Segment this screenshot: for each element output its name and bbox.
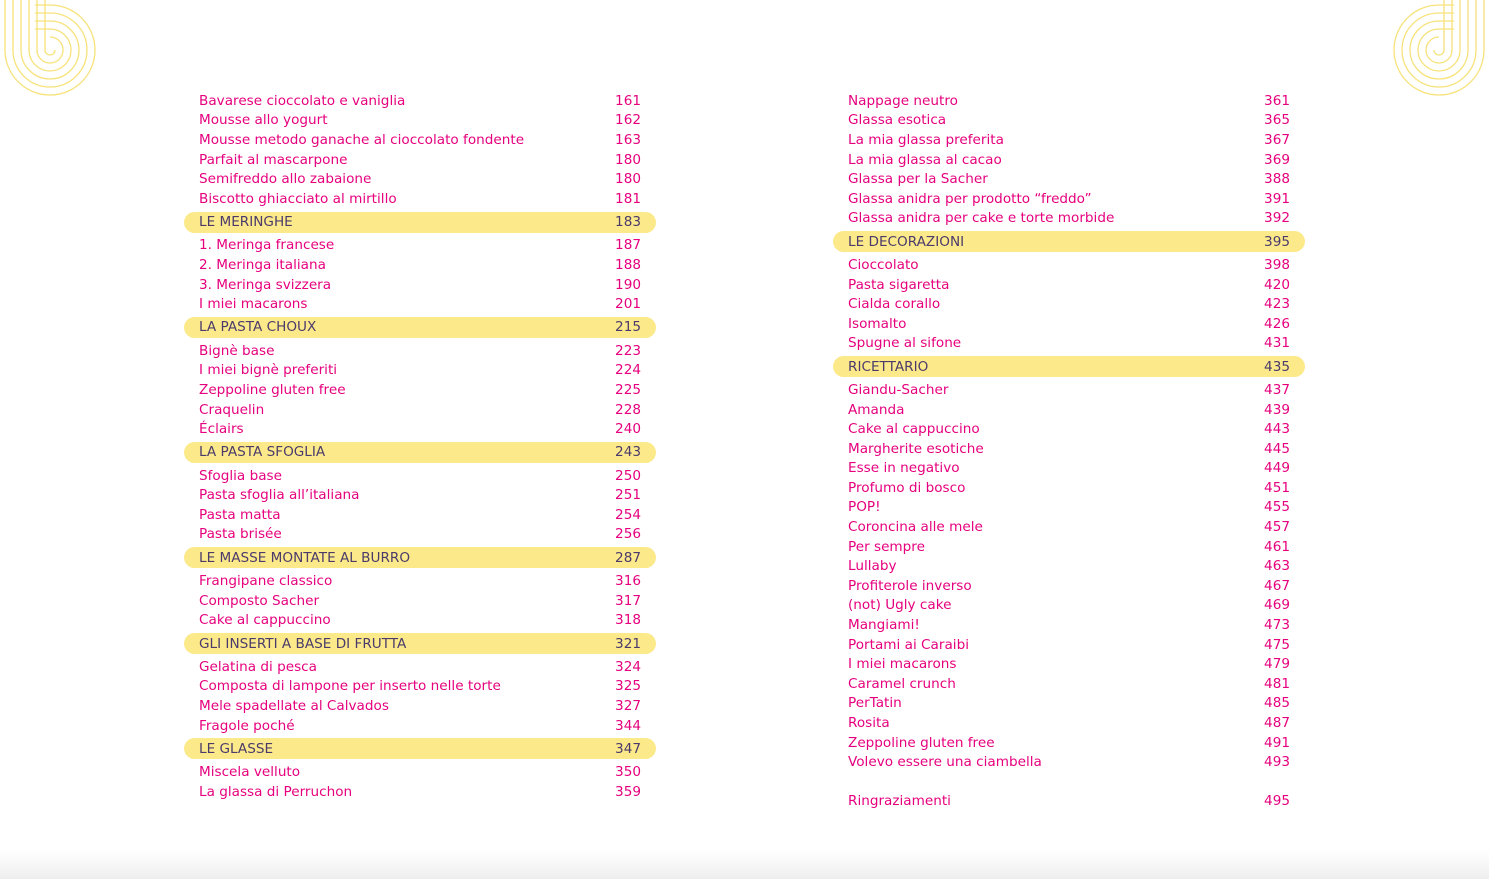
toc-entry[interactable] — [184, 716, 656, 736]
entry-title: Profumo di bosco — [848, 479, 966, 496]
toc-entry[interactable] — [184, 380, 656, 400]
toc-entry[interactable] — [833, 792, 1305, 812]
toc-entry[interactable] — [833, 150, 1305, 170]
page-number: 495 — [1264, 793, 1290, 810]
entry-title: Mousse allo yogurt — [199, 112, 328, 129]
page-number: 481 — [1264, 675, 1290, 692]
page-number: 455 — [1264, 499, 1290, 516]
page-number: 431 — [1264, 335, 1290, 352]
page-number: 161 — [615, 92, 641, 109]
toc-entry[interactable] — [833, 130, 1305, 150]
toc-entry[interactable] — [833, 169, 1305, 189]
toc-entry[interactable] — [184, 657, 656, 677]
page-number: 321 — [615, 635, 641, 652]
entry-title: 2. Meringa italiana — [199, 256, 326, 273]
page-number: 391 — [1264, 190, 1290, 207]
page-number: 449 — [1264, 460, 1290, 477]
page-number: 451 — [1264, 479, 1290, 496]
toc-entry[interactable] — [833, 209, 1305, 229]
entry-title: Rosita — [848, 715, 890, 732]
corner-ornament-left-icon — [0, 0, 110, 110]
page-number: 318 — [615, 612, 641, 629]
toc-entry[interactable] — [833, 596, 1305, 616]
page-number: 423 — [1264, 296, 1290, 313]
toc-section-heading[interactable] — [184, 442, 656, 463]
toc-entry[interactable] — [833, 478, 1305, 498]
page-number: 445 — [1264, 440, 1290, 457]
page-number: 215 — [615, 319, 641, 336]
entry-title: Giandu-Sacher — [848, 381, 949, 398]
entry-title: Éclairs — [199, 421, 244, 438]
toc-entry[interactable] — [833, 635, 1305, 655]
entry-title: Glassa esotica — [848, 112, 947, 129]
page-number: 361 — [1264, 92, 1290, 109]
toc-entry[interactable] — [833, 294, 1305, 314]
toc-entry[interactable] — [184, 696, 656, 716]
toc-entry[interactable] — [833, 654, 1305, 674]
toc-entry[interactable] — [184, 150, 656, 170]
page-number: 426 — [1264, 315, 1290, 332]
entry-title: Composto Sacher — [199, 592, 320, 609]
toc-entry[interactable] — [833, 314, 1305, 334]
page-number: 287 — [615, 549, 641, 566]
entry-title: Bavarese cioccolato e vaniglia — [199, 92, 406, 109]
page-number: 190 — [615, 276, 641, 293]
entry-title: I miei macarons — [199, 296, 308, 313]
page-number: 225 — [615, 381, 641, 398]
toc-entry[interactable] — [833, 419, 1305, 439]
section-title: LE MERINGHE — [199, 214, 293, 231]
toc-entry[interactable] — [833, 439, 1305, 459]
entry-title: Glassa anidra per cake e torte morbide — [848, 210, 1115, 227]
toc-entry[interactable] — [833, 91, 1305, 111]
page-number: 395 — [1264, 233, 1290, 250]
page-number: 475 — [1264, 636, 1290, 653]
toc-entry[interactable] — [184, 466, 656, 486]
page-number: 463 — [1264, 558, 1290, 575]
section-title: LA PASTA CHOUX — [199, 319, 317, 336]
page-number: 439 — [1264, 401, 1290, 418]
entry-title: La mia glassa al cacao — [848, 151, 1002, 168]
toc-entry[interactable] — [833, 189, 1305, 209]
page-number: 180 — [615, 171, 641, 188]
toc-entry[interactable] — [833, 380, 1305, 400]
toc-entry[interactable] — [184, 486, 656, 506]
page-number: 325 — [615, 678, 641, 695]
entry-title: Isomalto — [848, 315, 907, 332]
entry-title: Bignè base — [199, 342, 275, 359]
toc-right-column — [833, 91, 1305, 811]
section-title: LA PASTA SFOGLIA — [199, 444, 326, 461]
toc-entry[interactable] — [184, 294, 656, 314]
entry-title: Coroncina alle mele — [848, 519, 983, 536]
toc-entry[interactable] — [184, 610, 656, 630]
toc-entry[interactable] — [833, 400, 1305, 420]
toc-entry[interactable] — [184, 419, 656, 439]
toc-entry[interactable] — [833, 752, 1305, 772]
page-number: 254 — [615, 506, 641, 523]
page-number: 344 — [615, 717, 641, 734]
page-number: 369 — [1264, 151, 1290, 168]
page-number: 250 — [615, 467, 641, 484]
entry-title: Zeppoline gluten free — [199, 381, 346, 398]
page-number: 367 — [1264, 131, 1290, 148]
page-number: 365 — [1264, 112, 1290, 129]
page-number: 435 — [1264, 358, 1290, 375]
entry-title: 3. Meringa svizzera — [199, 276, 332, 293]
page-number: 163 — [615, 131, 641, 148]
page-number: 420 — [1264, 276, 1290, 293]
page-number: 183 — [615, 214, 641, 231]
toc-entry[interactable] — [833, 713, 1305, 733]
entry-title: Per sempre — [848, 538, 925, 555]
entry-title: Amanda — [848, 401, 905, 418]
page-number: 398 — [1264, 256, 1290, 273]
page-number: 467 — [1264, 577, 1290, 594]
page-number: 461 — [1264, 538, 1290, 555]
page-number: 491 — [1264, 734, 1290, 751]
toc-entry[interactable] — [184, 130, 656, 150]
page-number: 240 — [615, 421, 641, 438]
toc-entry[interactable] — [833, 615, 1305, 635]
section-title: LE GLASSE — [199, 740, 274, 757]
entry-title: Craquelin — [199, 401, 265, 418]
entry-title: Fragole poché — [199, 717, 295, 734]
section-title: LE MASSE MONTATE AL BURRO — [199, 549, 411, 566]
entry-title: Lullaby — [848, 558, 897, 575]
entry-title: Gelatina di pesca — [199, 658, 317, 675]
entry-title: Glassa anidra per prodotto “freddo” — [848, 190, 1092, 207]
entry-title: Parfait al mascarpone — [199, 151, 348, 168]
entry-title: Sfoglia base — [199, 467, 282, 484]
toc-entry[interactable] — [184, 255, 656, 275]
page-number: 223 — [615, 342, 641, 359]
page-number: 392 — [1264, 210, 1290, 227]
entry-title: Mele spadellate al Calvados — [199, 698, 389, 715]
toc-entry[interactable] — [184, 275, 656, 295]
toc-entry[interactable] — [184, 591, 656, 611]
page-number: 201 — [615, 296, 641, 313]
entry-title: Pasta sigaretta — [848, 276, 950, 293]
entry-title: La glassa di Perruchon — [199, 783, 353, 800]
entry-title: Nappage neutro — [848, 92, 958, 109]
toc-section-heading[interactable] — [184, 317, 656, 338]
entry-title: Pasta sfoglia all’italiana — [199, 487, 360, 504]
toc-entry[interactable] — [184, 677, 656, 697]
toc-entry[interactable] — [184, 236, 656, 256]
entry-title: Composta di lampone per inserto nelle torte — [199, 678, 501, 695]
entry-title: La mia glassa preferita — [848, 131, 1004, 148]
page-number: 324 — [615, 658, 641, 675]
entry-title: PerTatin — [848, 695, 902, 712]
page-number: 437 — [1264, 381, 1290, 398]
entry-title: Semifreddo allo zabaione — [199, 171, 372, 188]
entry-title: POP! — [848, 499, 881, 516]
entry-title: Biscotto ghiacciato al mirtillo — [199, 190, 397, 207]
entry-title: Margherite esotiche — [848, 440, 984, 457]
toc-entry[interactable] — [833, 498, 1305, 518]
toc-entry[interactable] — [184, 525, 656, 545]
toc-entry[interactable] — [833, 334, 1305, 354]
toc-entry[interactable] — [184, 91, 656, 111]
page-bottom-shadow — [0, 851, 1489, 879]
page-number: 187 — [615, 237, 641, 254]
toc-entry[interactable] — [184, 571, 656, 591]
corner-ornament-right-icon — [1379, 0, 1489, 110]
toc-entry[interactable] — [184, 762, 656, 782]
page-number: 388 — [1264, 171, 1290, 188]
page-number: 487 — [1264, 715, 1290, 732]
section-title: GLI INSERTI A BASE DI FRUTTA — [199, 635, 407, 652]
entry-title: Esse in negativo — [848, 460, 960, 477]
toc-entry[interactable] — [184, 189, 656, 209]
page-number: 317 — [615, 592, 641, 609]
toc-section-heading[interactable] — [184, 547, 656, 568]
page-number: 485 — [1264, 695, 1290, 712]
page-number: 443 — [1264, 421, 1290, 438]
page-number: 256 — [615, 526, 641, 543]
page-number: 350 — [615, 764, 641, 781]
toc-entry[interactable] — [184, 169, 656, 189]
page-number: 457 — [1264, 519, 1290, 536]
toc-entry[interactable] — [833, 694, 1305, 714]
toc-entry[interactable] — [833, 459, 1305, 479]
entry-title: Pasta matta — [199, 506, 281, 523]
toc-entry[interactable] — [184, 505, 656, 525]
entry-title: (not) Ugly cake — [848, 597, 952, 614]
entry-title: Mangiami! — [848, 617, 920, 634]
toc-entry[interactable] — [833, 674, 1305, 694]
entry-title: Caramel crunch — [848, 675, 956, 692]
page-number: 493 — [1264, 754, 1290, 771]
toc-entry[interactable] — [833, 255, 1305, 275]
toc-entry[interactable] — [184, 782, 656, 802]
toc-entry[interactable] — [833, 111, 1305, 131]
toc-section-heading[interactable] — [833, 356, 1305, 377]
entry-title: Cioccolato — [848, 256, 919, 273]
entry-title: Mousse metodo ganache al cioccolato fondente — [199, 131, 525, 148]
page-number: 327 — [615, 698, 641, 715]
toc-spacer — [833, 772, 1305, 792]
toc-entry[interactable] — [184, 341, 656, 361]
entry-title: I miei bignè preferiti — [199, 362, 338, 379]
page-number: 162 — [615, 112, 641, 129]
page-number: 473 — [1264, 617, 1290, 634]
toc-entry[interactable] — [833, 537, 1305, 557]
toc-section-heading[interactable] — [184, 738, 656, 759]
entry-title: 1. Meringa francese — [199, 237, 335, 254]
entry-title: Profiterole inverso — [848, 577, 972, 594]
toc-entry[interactable] — [184, 400, 656, 420]
page-number: 188 — [615, 256, 641, 273]
entry-title: Miscela velluto — [199, 764, 301, 781]
toc-entry[interactable] — [184, 361, 656, 381]
page-number: 181 — [615, 190, 641, 207]
page-number: 347 — [615, 740, 641, 757]
toc-section-heading[interactable] — [833, 231, 1305, 252]
toc-entry[interactable] — [184, 111, 656, 131]
toc-entry[interactable] — [833, 517, 1305, 537]
entry-title: Pasta brisée — [199, 526, 282, 543]
page-number: 469 — [1264, 597, 1290, 614]
entry-title: Frangipane classico — [199, 573, 333, 590]
entry-title: Cake al cappuccino — [848, 421, 980, 438]
entry-title: Zeppoline gluten free — [848, 734, 995, 751]
page-number: 224 — [615, 362, 641, 379]
entry-title: Cialda corallo — [848, 296, 941, 313]
toc-section-heading[interactable] — [184, 633, 656, 654]
toc-entry[interactable] — [833, 275, 1305, 295]
toc-entry[interactable] — [833, 733, 1305, 753]
page-number: 243 — [615, 444, 641, 461]
toc-section-heading[interactable] — [184, 212, 656, 233]
page-number: 228 — [615, 401, 641, 418]
page-number: 251 — [615, 487, 641, 504]
entry-title: Cake al cappuccino — [199, 612, 331, 629]
page-number: 316 — [615, 573, 641, 590]
entry-title: Spugne al sifone — [848, 335, 962, 352]
toc-entry[interactable] — [833, 576, 1305, 596]
toc-entry[interactable] — [833, 556, 1305, 576]
page-number: 180 — [615, 151, 641, 168]
section-title: RICETTARIO — [848, 358, 929, 375]
entry-title: Portami ai Caraibi — [848, 636, 969, 653]
page-number: 359 — [615, 783, 641, 800]
entry-title: I miei macarons — [848, 656, 957, 673]
page-number: 479 — [1264, 656, 1290, 673]
entry-title: Volevo essere una ciambella — [848, 754, 1042, 771]
section-title: LE DECORAZIONI — [848, 233, 965, 250]
entry-title: Ringraziamenti — [848, 793, 951, 810]
entry-title: Glassa per la Sacher — [848, 171, 988, 188]
toc-left-column — [184, 91, 656, 802]
